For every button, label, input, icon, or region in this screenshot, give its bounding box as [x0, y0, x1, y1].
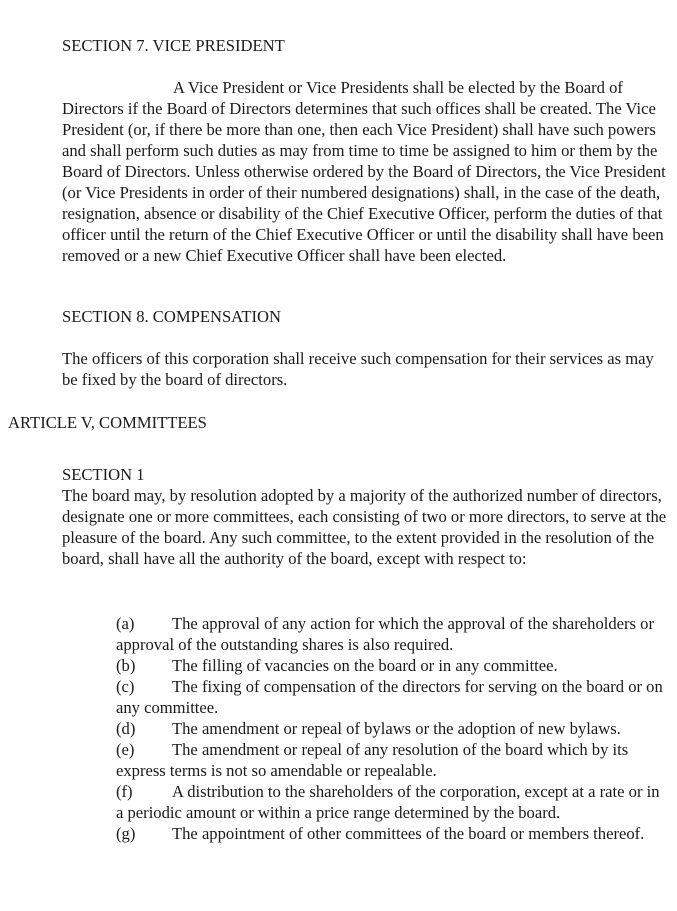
list-item-marker: (e)	[116, 740, 135, 759]
section-1-heading: SECTION 1	[62, 465, 145, 484]
list-item-text: The amendment or repeal of any resolution of the board which by its express terms is not so amendable or repealable.	[116, 740, 629, 780]
list-item-text: The amendment or repeal of bylaws or the adoption of new bylaws.	[172, 719, 621, 738]
section-7-body: A Vice President or Vice Presidents shall be elected by the Board of Directors if the Board of Directors determines that such offices shall be created. The Vice President (or, if there be more than one, then each Vice President) shall have such powers and shall perform such duties as may from time to time be assigned to him or them by the Board of Directors. Unless otherwise ordered by the Board of Directors, the Vice President (or Vice Presidents in order of their numbered designations) shall, in the case of the death, resignation, absence or disability of the Chief Executive Officer, perform the duties of that officer until the return of the Chief Executive Officer or until the disability shall have been removed or a new Chief Executive Officer shall have been elected.	[62, 78, 666, 265]
list-item-text: The approval of any action for which the approval of the shareholders or approval of the outstanding shares is also required.	[116, 614, 654, 654]
list-item-marker: (f)	[116, 782, 133, 801]
exception-list	[116, 613, 668, 844]
section-7-heading: SECTION 7. VICE PRESIDENT	[62, 36, 285, 55]
list-item-marker: (g)	[116, 824, 136, 843]
section-8-body: The officers of this corporation shall receive such compensation for their services as may be fixed by the board of directors.	[62, 349, 654, 389]
list-item-marker: (b)	[116, 656, 136, 675]
section-1-body: The board may, by resolution adopted by a majority of the authorized number of directors, designate one or more committees, each consisting of two or more directors, to serve at the pleasure of the board. Any such committee, to the extent provided in the resolution of the board, shall have all the authority of the board, except with respect to:	[62, 486, 667, 568]
list-item	[116, 655, 668, 676]
list-item	[116, 781, 668, 823]
article-5-heading: ARTICLE V, COMMITTEES	[8, 413, 207, 432]
list-item	[116, 613, 668, 655]
list-item	[116, 823, 668, 844]
list-item-marker: (a)	[116, 614, 135, 633]
list-item	[116, 718, 668, 739]
list-item	[116, 739, 668, 781]
list-item-marker: (c)	[116, 677, 135, 696]
list-item-text: The appointment of other committees of the board or members thereof.	[172, 824, 645, 843]
list-item-text: The fixing of compensation of the directors for serving on the board or on any committee.	[116, 677, 663, 717]
section-8-heading: SECTION 8. COMPENSATION	[62, 307, 281, 326]
list-item	[116, 676, 668, 718]
list-item-marker: (d)	[116, 719, 136, 738]
list-item-text: A distribution to the shareholders of the corporation, except at a rate or in a periodic amount or within a price range determined by the board.	[116, 782, 660, 822]
list-item-text: The filling of vacancies on the board or in any committee.	[172, 656, 558, 675]
section-7-paragraph	[62, 77, 668, 266]
